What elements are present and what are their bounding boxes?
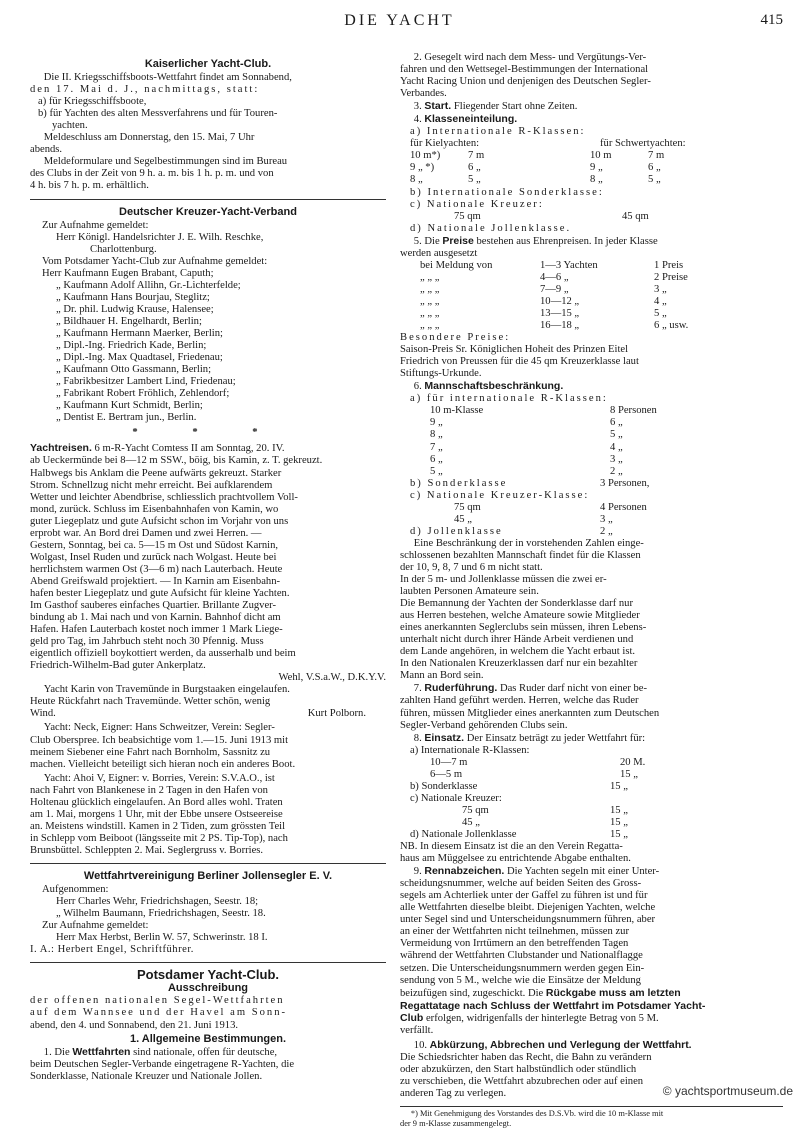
text-line [400, 805, 783, 817]
text-line [400, 211, 783, 223]
text-fragment: 45 „ [462, 816, 480, 828]
left-column [30, 52, 386, 1083]
text-line: Herr Königl. Handelsrichter J. E. Wilh. Reschke, [56, 231, 264, 243]
member-item: „ Fabrikant Robert Fröhlich, Zehlendorf; [56, 388, 230, 400]
table-cell: 4—6 „ [540, 271, 569, 283]
table-cell: 15 „ [620, 768, 638, 780]
text-fragment: Die Yachten segeln mit einer Unter- [506, 866, 660, 878]
table-cell: 6 „ [430, 453, 443, 465]
table-cell: 5 „ [610, 429, 623, 441]
text-line: d) Nationale Jollenklasse. [410, 222, 572, 234]
section-kaiserlicher-yacht-club [30, 58, 386, 193]
text-line: an einer der Wettfahrten nicht teilnehmen, müssen zur [400, 926, 629, 938]
class-row [400, 162, 783, 174]
table-cell: 9 „ [590, 162, 603, 174]
text-fragment: 3 „ [600, 513, 613, 525]
fee-table [400, 757, 783, 781]
text-line: meinem Siebener eine Fahrt nach Bornholm, Sassnitz zu [30, 746, 271, 758]
table-cell: 13—15 „ [540, 307, 580, 319]
text-line: Aufgenommen: [42, 884, 109, 896]
subheading: Besondere Preise: [400, 332, 511, 344]
text-line: Meldeschluss am Donnerstag, den 15. Mai, 7 Uhr [43, 132, 255, 144]
text-line: Yacht Racing Union und denjenigen des Deutschen Segler- [400, 76, 651, 88]
text-line: b) für Yachten des alten Messverfahrens und für Touren- [38, 108, 278, 120]
crew-row [400, 442, 783, 454]
table-cell: 6 „ [610, 417, 623, 429]
text-line [400, 817, 783, 829]
table-cell: 5 „ [468, 174, 481, 186]
text-line: bindung ab 1. Mai nach und von Karnin. Bahnhof dicht am [30, 612, 281, 624]
subheading-ausschreibung: Ausschreibung [167, 982, 249, 995]
text-line: Heute Rückfahrt nach Travemünde. Wetter schön, wenig [30, 696, 271, 708]
text-fragment: 6 m-R-Yacht Comtess II am Sonntag, 20. IV. [94, 443, 285, 455]
text-line: Abend Greifswald projektiert. — In Karnin am Eisenbahn- [30, 575, 281, 587]
text-line [400, 478, 783, 490]
table-cell: 3 „ [654, 283, 667, 295]
section-potsdamer-yacht-club [30, 969, 386, 1082]
table-cell: 5 „ [648, 174, 661, 186]
keyword: Abkürzung, Abbrechen und Verlegung der Wettfahrt. [429, 1038, 692, 1051]
text-line: segels am Achterliek unter der Gaffel zu führen ist und für [400, 890, 648, 902]
watermark: © yachtsportmuseum.de [662, 1084, 793, 1098]
text-line: Regattatage nach Schluss der Wettfahrt im Potsdamer Yacht- [400, 999, 706, 1012]
text-line: haus am Müggelsee zu entrichtende Abgabe enthalten. [400, 853, 631, 865]
table-cell: 5 „ [654, 307, 667, 319]
text-line: der offenen nationalen Segel-Wettfahrten [30, 995, 285, 1007]
clause-3 [400, 100, 783, 113]
nb-note [400, 841, 783, 865]
text-fragment: b) Sonderklasse [410, 477, 508, 489]
text-line: Gestern, Sonntag, bei ca. 5—15 m Ost und Südost Karnin, [30, 539, 279, 551]
clause-5 [400, 235, 783, 248]
crew-row [400, 417, 783, 429]
table-cell: 8 „ [590, 174, 603, 186]
yachtreisen-text [30, 442, 386, 672]
keyword: Ruderführung. [424, 682, 498, 695]
clause-7 [400, 682, 783, 695]
table-cell: 20 M. [620, 756, 646, 768]
text-line: Charlottenburg. [90, 243, 157, 255]
divider [30, 199, 386, 200]
text-line [400, 987, 783, 1000]
keyword: Klasseneinteilung. [424, 113, 518, 126]
text-line: Stiftungs-Urkunde. [400, 368, 482, 380]
table-cell: 4 „ [610, 441, 623, 453]
text-line: Verbandes. [400, 88, 447, 100]
table-cell: 7—9 „ [540, 283, 569, 295]
prize-row [400, 296, 783, 308]
table-cell: 1 Preis [654, 259, 684, 271]
heading-allgemeine-bestimmungen: 1. Allgemeine Bestimmungen. [129, 1032, 287, 1045]
fee-row [400, 757, 783, 769]
section-yachtreisen [30, 442, 386, 857]
keyword: Club [400, 1011, 424, 1024]
text-fragment: erfolgen, widrigenfalls der hinterlegte Betrag von 5 M. [425, 1012, 659, 1024]
text-line: „ Wilhelm Baumann, Friedrichshagen, Seestr. 18. [56, 908, 266, 920]
saison-text [400, 344, 783, 380]
text-line: a) Internationale R-Klassen: [410, 744, 530, 756]
text-line: in Schlepp vom Beiboot (längsseite mit 2 PS. Tip-Top), nach [30, 832, 288, 844]
text-line: Wetter und leichter Abendbrise, schliesslich prachtvollem Voll- [30, 491, 298, 503]
signature: Kurt Polborn. [307, 708, 366, 720]
table-cell: 6 „ [468, 162, 481, 174]
text-line: dem Lande angehören, in welchem die Yacht erbaut ist. [400, 646, 636, 658]
text-fragment: 4 Personen [600, 501, 647, 513]
text-line: scheidungsnummer, welche auf beiden Seiten des Gross- [400, 878, 642, 890]
heading-kaiserlicher-yacht-club: Kaiserlicher Yacht-Club. [144, 58, 272, 70]
text-line: zu verschieben, die Wettfahrt abzubrechen oder auf einen [400, 1075, 644, 1087]
text-line: beim Deutschen Segler-Verbande eingetragene R-Yachten, die [30, 1058, 295, 1070]
text-line: nach Fahrt von Blankenese in 2 Tagen in den Hafen von [30, 784, 268, 796]
table-cell: 7 m [648, 150, 665, 162]
text-fragment: 6. [413, 381, 422, 393]
text-line: auf dem Wannsee und der Havel am Sonn- [30, 1007, 288, 1019]
table-cell: 2 „ [610, 465, 623, 477]
member-item: „ Kaufmann Hermann Maerker, Berlin; [56, 327, 223, 339]
text-fragment: 10. [413, 1039, 428, 1051]
text-line: Vermeidung von Irrtümern an den betreffenden Tagen [400, 938, 629, 950]
text-line: Im Gasthof sauberes einfaches Quartier. Brillante Zugver- [30, 600, 276, 612]
keyword: Preise [442, 234, 474, 247]
keyword: Yachtreisen. [30, 442, 92, 455]
class-row [400, 174, 783, 186]
table-cell: 8 Personen [610, 405, 657, 417]
crew-row [400, 466, 783, 478]
table-cell: 8 „ [410, 174, 423, 186]
table-cell: 7 m [468, 150, 485, 162]
signature: I. A.: Herbert Engel, Schriftführer. [30, 944, 194, 956]
text-line: In der 5 m- und Jollenklasse müssen die zwei er- [400, 574, 607, 586]
text-line: Club Oberspree. Ich beabsichtige vom 1.—15. Juni 1913 mit [30, 734, 289, 746]
clause-9 [400, 865, 783, 878]
text-fragment: 1. Die [43, 1046, 70, 1058]
crew-table [400, 405, 783, 477]
table-cell: 16—18 „ [540, 320, 580, 332]
text-line: Saison-Preis Sr. Königlichen Hoheit des Prinzen Eitel [400, 344, 629, 356]
text-fragment: 8. [413, 732, 422, 744]
text-line: fahren und den Wettsegel-Bestimmungen der International [400, 64, 649, 76]
table-cell: 10—12 „ [540, 295, 580, 307]
fee-row [400, 769, 783, 781]
footnote-line: der 9 m-Klasse zusammengelegt. [400, 1118, 512, 1128]
text-fragment: 4. [413, 114, 422, 126]
text-line: unterhalt nicht durch ihrer Hände Arbeit verdienen und [400, 634, 634, 646]
text-fragment: 75 qm [454, 210, 481, 222]
prize-row [400, 308, 783, 320]
keyword: Start. [424, 100, 452, 113]
table-cell: 6—5 m [430, 768, 463, 780]
keyword: Einsatz. [424, 731, 465, 744]
text-line: während der Wettfahrten Clubstander und Nationalflagge [400, 950, 643, 962]
text-fragment: 9. [413, 866, 422, 878]
text-line: c) Nationale Kreuzer: [410, 792, 502, 804]
member-item: „ Dentist E. Bertram jun., Berlin. [56, 412, 197, 424]
prize-row [400, 284, 783, 296]
text-line: machen. Vielleicht beteiligt sich hieran noch ein anderes Boot. [30, 758, 296, 770]
text-line: erprobt war. An Bord drei Damen und zwei Herren. — [30, 527, 262, 539]
text-line: Yacht: Ahoi V, Eigner: v. Borries, Verein: S.V.A.O., ist [43, 772, 275, 784]
text-line: a) Internationale R-Klassen: [410, 126, 586, 138]
text-line: an. Meistens windstill. Kamen in 2 Tiden, zum grössten Teil [30, 820, 286, 832]
member-item: „ Dipl.-Ing. Friedrich Kade, Berlin; [56, 340, 207, 352]
text-line: den 17. Mai d. J., nachmittags, statt: [30, 84, 260, 96]
member-item: „ Kaufmann Otto Gassmann, Berlin; [56, 364, 212, 376]
table-cell: 3 „ [610, 453, 623, 465]
journal-title: DIE YACHT [344, 12, 455, 29]
text-line: Strom. Schnellzug nicht mehr erreicht. Bei aufklarendem [30, 479, 273, 491]
table-cell: „ „ „ [420, 283, 440, 295]
text-line: guter Liegeplatz und gute Aufsicht schon im Vorjahr von uns [30, 515, 289, 527]
text-line: hafen bester Liegeplatz und gute Aufsicht für kleine Yachten. [30, 587, 290, 599]
text-fragment: Wind. [30, 708, 56, 720]
text-line [400, 138, 783, 150]
table-cell: 7 „ [430, 441, 443, 453]
text-line: alle Wettfahrten dieselbe bleibt. Diejenigen Yachten, welche [400, 902, 656, 914]
text-fragment: 5. Die [413, 235, 440, 247]
table-cell: 4 „ [654, 295, 667, 307]
clause-4 [400, 113, 783, 126]
table-cell: 10—7 m [430, 756, 468, 768]
text-line: 4 h. bis 7 h. p. m. erhältlich. [30, 180, 149, 192]
text-line: mond, zurück. Schluss im Eisenbahnhafen von Kamin, wo [30, 503, 279, 515]
keyword: Rückgabe muss am letzten [545, 986, 681, 999]
text-line: Brunsbüttel. Schleppten 2. Mai. Seglergruss v. Borries. [30, 844, 264, 856]
right-column [400, 52, 783, 1128]
text-line: Segler-Verband gehörenden Clubs sein. [400, 719, 568, 731]
text-line: am 1. Mai, morgens 1 Uhr, mit der Ebbe unsere Ostseereise [30, 808, 283, 820]
crew-row [400, 454, 783, 466]
text-line: führen, müssen Mitglieder eines anerkannten zum Deutschen [400, 707, 660, 719]
footnote [400, 1106, 783, 1128]
member-item: „ Bildhauer H. Engelhardt, Berlin; [56, 315, 202, 327]
text-line: Die Bemannung der Yachten der Sonderklasse darf nur [400, 598, 633, 610]
table-cell: „ „ „ [420, 295, 440, 307]
text-line [30, 1046, 386, 1059]
text-fragment: 75 qm [454, 501, 481, 513]
text-line: abend, den 4. und Sonnabend, den 21. Juni 1913. [30, 1019, 239, 1031]
heading-kreuzer-yacht-verband: Deutscher Kreuzer-Yacht-Verband [119, 205, 297, 218]
footnote-line: *) Mit Genehmigung des Vorstandes des D.S.Vb. wird die 10 m-Klasse mit [410, 1109, 664, 1119]
text-line: c) Nationale Kreuzer: [410, 198, 544, 210]
section-kreuzer-yacht-verband [30, 206, 386, 440]
running-header [0, 12, 799, 36]
table-cell: „ „ „ [420, 271, 440, 283]
text-fragment: 15 „ [610, 804, 628, 816]
clause-8 [400, 732, 783, 745]
text-line: Holtenau glücklich eingelaufen. An Bord alles wohl. Traten [30, 796, 283, 808]
text-line: Wolgast, Insel Ruden und zurück nach Wolgast. Heute bei [30, 551, 277, 563]
text-fragment: 2 „ [600, 525, 613, 537]
separator-stars: * * * [132, 427, 284, 439]
clause-6 [400, 380, 783, 393]
text-line: Hafen. Hafen Lauterbach kostet noch immer 1 Mark Liege- [30, 624, 283, 636]
page-number: 415 [760, 12, 783, 28]
text-line: Meldeformulare und Segelbestimmungen sind im Bureau [43, 156, 288, 168]
text-line: schlossenen bezahlten Mannschaft findet für die Klassen [400, 549, 641, 561]
text-line [30, 442, 386, 455]
class-row [400, 150, 783, 162]
text-fragment: 15 „ [610, 829, 628, 840]
member-item: „ Fabrikbesitzer Lambert Lind, Friedenau; [56, 376, 236, 388]
prize-table [400, 260, 783, 332]
table-cell: 8 „ [430, 429, 443, 441]
text-line: Herr Max Herbst, Berlin W. 57, Schwerinstr. 18 I. [56, 932, 268, 944]
text-fragment: Das Ruder darf nicht von einer be- [499, 683, 648, 695]
table-cell: 6 „ [648, 162, 661, 174]
clause-9-text [400, 878, 783, 986]
table-cell: 10 m-Klasse [430, 405, 484, 417]
keyword: Mannschaftsbeschränkung. [424, 380, 564, 393]
prize-row [400, 272, 783, 284]
text-line [400, 514, 783, 526]
text-line: unter Segel sind und Unterscheidungsnummern führen, aber [400, 914, 656, 926]
divider [30, 962, 386, 963]
table-cell: 5 „ [430, 465, 443, 477]
text-line: Eine Beschränkung der in vorstehenden Zahlen einge- [413, 537, 644, 549]
text-line: laubten Personen Amateure sein. [400, 586, 539, 598]
class-table [400, 150, 783, 186]
text-line: eigentlich offiziell boykottiert werden, da ausserhalb und beim [30, 648, 296, 660]
text-line: herrlichstem warmen Ost (3—6 m) nach Lauterbach. Heute [30, 563, 283, 575]
keyword: Wettfahrten [72, 1045, 131, 1058]
divider [30, 863, 386, 864]
clause-2 [400, 52, 783, 100]
member-item: „ Kaufmann Kurt Schmidt, Berlin; [56, 400, 203, 412]
member-item: „ Kaufmann Hans Bourjau, Steglitz; [56, 291, 210, 303]
text-fragment: beizufügen sind, zugeschickt. Die [400, 987, 544, 999]
prize-row [400, 260, 783, 272]
table-cell: 9 „ *) [410, 162, 435, 174]
text-line: Die II. Kriegsschiffsboots-Wettfahrt findet am Sonnabend, [43, 72, 292, 84]
text-line: Die Schiedsrichter haben das Recht, die Bahn zu verändern [400, 1051, 652, 1063]
text-line: sendung von 5 M., welche wie die Einsätze der Meldung [400, 974, 641, 986]
text-fragment: 3. [413, 101, 422, 113]
text-fragment: für Schwertyachten: [600, 138, 686, 150]
text-fragment: 75 qm [462, 804, 489, 816]
text-line [400, 829, 783, 841]
text-line [30, 708, 386, 720]
text-fragment: für Kielyachten: [410, 138, 480, 150]
text-fragment: d) Jollenklasse [410, 525, 503, 537]
text-line: der 10, 9, 8, 7 und 6 m nicht statt. [400, 561, 543, 573]
crew-notes [400, 538, 783, 683]
text-line: oder abzukürzen, den Start halbstündlich oder stündlich [400, 1063, 637, 1075]
text-line: yachten. [52, 120, 88, 132]
member-item: Herr Kaufmann Eugen Brabant, Caputh; [42, 267, 214, 279]
heading-jollensegler: Wettfahrtvereinigung Berliner Jollensegler E. V. [83, 870, 333, 882]
text-line: verfällt. [400, 1024, 434, 1036]
text-line: Friedrich-Wilhelm-Bad guter Ankerplatz. [30, 660, 206, 672]
text-line: b) Internationale Sonderklasse: [410, 186, 604, 198]
table-cell: bei Meldung von [420, 259, 493, 271]
text-line: a) für internationale R-Klassen: [410, 393, 608, 405]
crew-row [400, 405, 783, 417]
ahoi-text [30, 773, 386, 857]
text-line [400, 502, 783, 514]
table-cell: 1—3 Yachten [540, 259, 598, 271]
member-list [30, 268, 386, 425]
clause-7-text [400, 695, 783, 731]
text-line [400, 1012, 783, 1025]
table-cell: 10 m*) [410, 150, 441, 162]
text-line: ab Ueckermünde bei 8—12 m SSW., böig, bis Kamin, z. T. gekreuzt. [30, 455, 323, 467]
table-cell: 2 Preise [654, 271, 688, 283]
text-fragment: 7. [413, 683, 422, 695]
table-cell: 9 „ [430, 417, 443, 429]
text-line: werden ausgesetzt [400, 247, 478, 259]
prize-row [400, 320, 783, 332]
text-fragment: 45 qm [622, 210, 649, 222]
text-line: c) Nationale Kreuzer-Klasse: [410, 489, 590, 501]
text-fragment: 15 „ [610, 816, 628, 828]
text-line: abends. [30, 144, 63, 156]
text-fragment: Fliegender Start ohne Zeiten. [453, 101, 578, 113]
member-item: „ Dr. phil. Ludwig Krause, Halensee; [56, 303, 214, 315]
text-line: des Clubs in der Zeit von 9 h. a. m. bis 1 h. p. m. und von [30, 168, 274, 180]
text-fragment: Der Einsatz beträgt zu jeder Wettfahrt für: [466, 732, 646, 744]
table-cell: „ „ „ [420, 307, 440, 319]
heading-potsdamer-yacht-club: Potsdamer Yacht-Club. [136, 967, 280, 983]
text-line: NB. In diesem Einsatz ist die an den Verein Regatta- [400, 841, 623, 853]
text-fragment: 15 „ [610, 780, 628, 792]
text-fragment: d) Nationale Jollenklasse [410, 829, 517, 840]
text-fragment: sind nationale, offen für deutsche, [133, 1046, 278, 1058]
text-line: geld pro Tag, im Jahrbuch steht noch 30 Pfennig. Muss [30, 636, 264, 648]
table-cell: „ „ „ [420, 320, 440, 332]
text-line: Yacht: Neck, Eigner: Hans Schweitzer, Verein: Segler- [43, 722, 275, 734]
text-line: aus Herren bestehen, welche Amateure sowie Mitglieder [400, 610, 640, 622]
neck-text [30, 722, 386, 770]
text-line [400, 526, 783, 538]
clause-10 [400, 1039, 783, 1052]
text-line: Vom Potsdamer Yacht-Club zur Aufnahme gemeldet: [42, 255, 268, 267]
text-line: a) für Kriegsschiffsboote, [38, 96, 147, 108]
text-fragment: 3 Personen, [600, 477, 650, 489]
keyword: Rennabzeichen. [424, 865, 505, 878]
text-line: eines anerkannten Seglerclubs sein müssen, ihren Lebens- [400, 622, 647, 634]
text-line: anderen Tag zu verlegen. [400, 1087, 507, 1099]
text-line: zahlten Hand geführt werden. Herren, welche das Ruder [400, 695, 639, 707]
text-line: Halbwegs bis Anklam die Peene aufwärts gekreuzt. Starker [30, 467, 282, 479]
text-line: Zur Aufnahme gemeldet: [42, 920, 149, 932]
text-line [400, 781, 783, 793]
signature: Wehl, V.S.a.W., D.K.Y.V. [278, 672, 386, 684]
text-line: Zur Aufnahme gemeldet: [42, 219, 149, 231]
text-line: Herr Charles Wehr, Friedrichshagen, Seestr. 18; [56, 896, 259, 908]
text-line: 2. Gesegelt wird nach dem Mess- und Vergütungs-Ver- [413, 52, 647, 63]
text-line: Mann an Bord sein. [400, 670, 484, 682]
text-fragment: 45 „ [454, 513, 472, 525]
member-item: „ Kaufmann Adolf Allihn, Gr.-Lichterfelde; [56, 279, 241, 291]
text-fragment: bestehen aus Ehrenpreisen. In jeder Klasse [476, 235, 658, 247]
member-item: „ Dipl.-Ing. Max Quadtasel, Friedenau; [56, 352, 223, 364]
text-line: setzen. Die Unterscheidungsnummern werden gegen Ein- [400, 962, 645, 974]
text-line: Friedrich von Preussen für die 45 qm Kreuzerklasse laut [400, 356, 639, 368]
crew-row [400, 429, 783, 441]
text-line: Sonderklasse, Nationale Kreuzer und Nationale Jollen. [30, 1070, 263, 1082]
text-line: In den Nationalen Kreuzerklassen darf nur ein bezahlter [400, 658, 638, 670]
section-jollensegler [30, 870, 386, 956]
text-fragment: b) Sonderklasse [410, 780, 478, 792]
table-cell: 6 „ usw. [654, 320, 689, 332]
text-line: Yacht Karin von Travemünde in Burgstaaken eingelaufen. [43, 684, 290, 696]
table-cell: 10 m [590, 150, 612, 162]
